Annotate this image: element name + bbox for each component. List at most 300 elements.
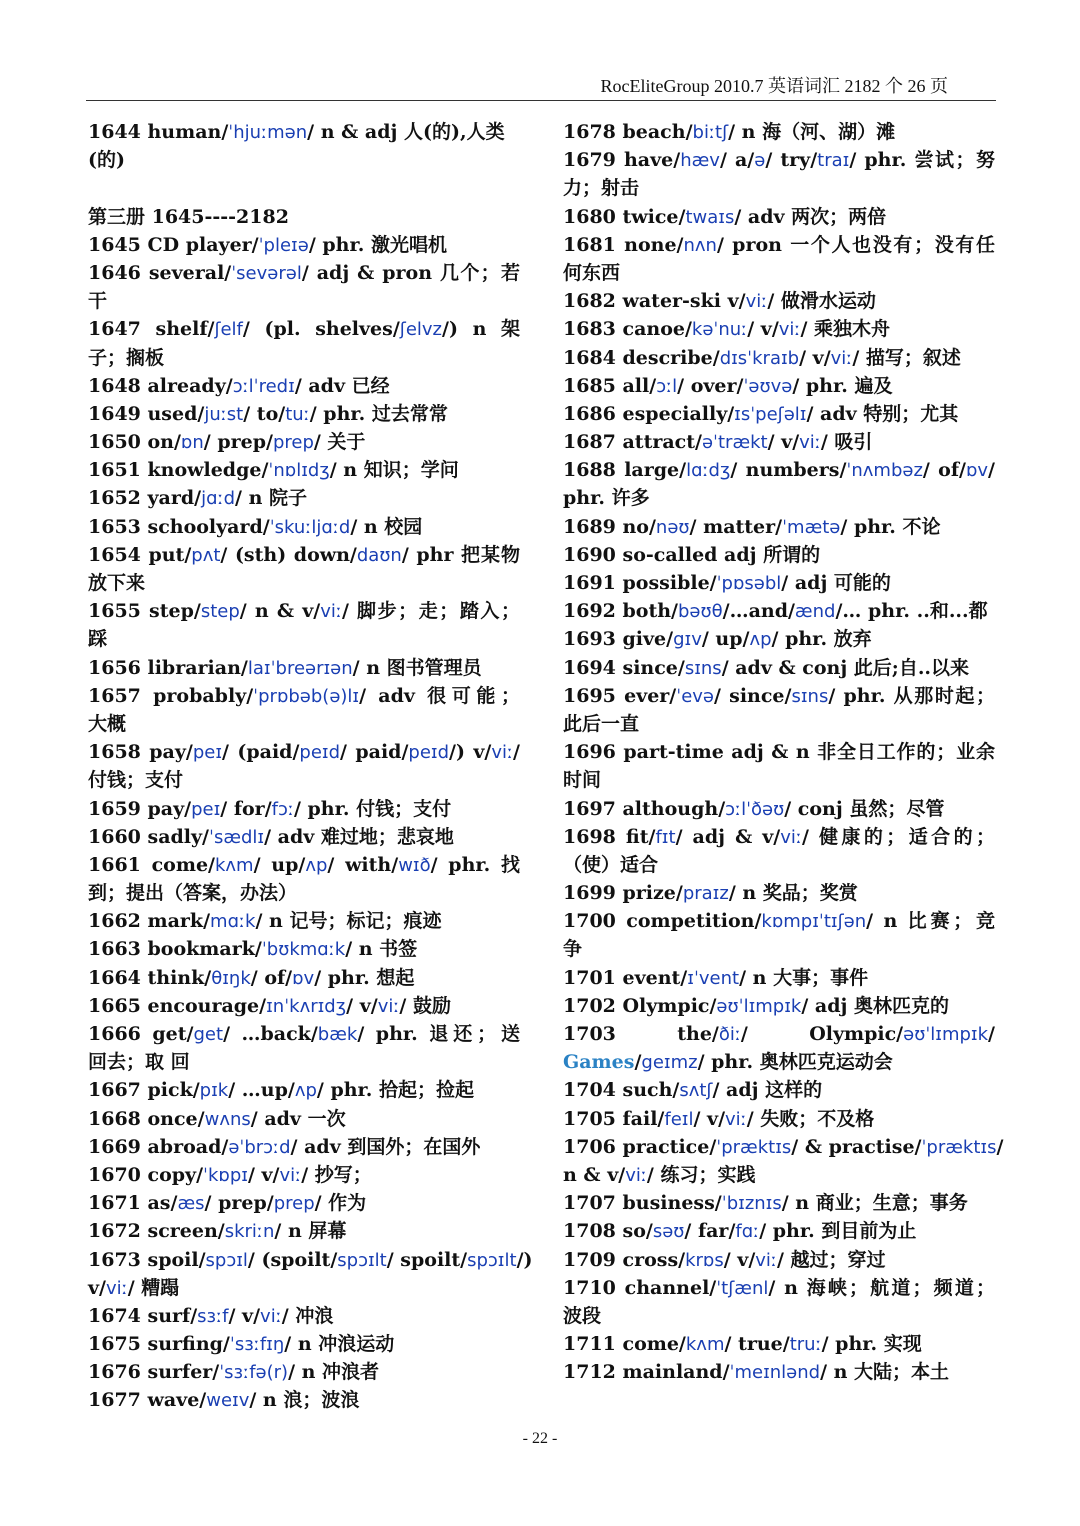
entry-text: / [634, 1051, 642, 1074]
entry-text: / 健康的；适合的； [801, 825, 996, 848]
phonetic: nəʊ [655, 516, 690, 538]
entry-text: 1691 possible/ [563, 572, 717, 594]
phonetic: geɪmz [641, 1052, 698, 1074]
vocab-line [88, 1189, 520, 1217]
vocab-line [563, 597, 995, 625]
entry-text: 大概 [88, 712, 127, 735]
entry-text: / phr. 尝试；努 [849, 149, 995, 172]
phonetic: ˈnʌmbəz [846, 460, 923, 482]
entry-text: / adj 这样的 [712, 1079, 823, 1102]
entry-text: 1690 so-called adj 所谓的 [563, 543, 821, 566]
entry-text: /… phr. ..和...都 [835, 600, 988, 623]
vocab-line [88, 203, 520, 231]
entry-text: / n 大陆；本土 [820, 1361, 950, 1384]
entry-text: / n 海峡；航道；频道； [768, 1276, 995, 1299]
vocab-line [563, 1105, 995, 1133]
vocab-line [88, 1274, 520, 1302]
vocab-line [88, 625, 520, 653]
phonetic: viː [491, 742, 514, 764]
phonetic: ˈbʊkmɑːk [261, 939, 346, 961]
entry-text: / phr. 到目前为止 [759, 1220, 917, 1243]
entry-text: / 失败；不及格 [746, 1107, 875, 1130]
entry-text: / n 知识；学问 [329, 459, 459, 482]
entry-text: / n 图书管理员 [352, 656, 482, 679]
vocab-line [563, 344, 995, 372]
entry-text: / 练习；实践 [646, 1163, 756, 1186]
entry-text: / phr. 过去常常 [309, 402, 448, 425]
entry-text: 干 [88, 290, 108, 313]
vocab-line [88, 372, 520, 400]
entry-text: / v/ [247, 1163, 280, 1186]
phonetic: peɪ [191, 798, 221, 820]
phonetic: daʊn [356, 544, 402, 566]
vocab-line [88, 1105, 520, 1133]
entry-text: 1671 as/ [88, 1192, 178, 1215]
vocab-line [563, 174, 995, 202]
entry-text: 1673 spoil/ [88, 1248, 206, 1271]
entry-text: 1658 pay/ [88, 741, 193, 764]
entry-text: / phr 把某物 [401, 543, 520, 566]
phonetic: praɪz [682, 883, 729, 905]
phonetic: kʌm [685, 1334, 725, 1356]
entry-text: / 关于 [313, 431, 366, 454]
entry-text: 1695 ever/ [563, 684, 677, 707]
vocab-line [88, 710, 520, 738]
entry-text: 1679 have/ [563, 149, 681, 172]
vocab-line [563, 541, 995, 569]
vocab-line [563, 1048, 995, 1076]
vocab-line [88, 738, 520, 766]
entry-text: / try/ [765, 149, 818, 172]
vocab-line [88, 174, 520, 202]
phonetic: ʃelvz [399, 319, 443, 341]
phonetic: ɔːl [656, 375, 678, 397]
vocab-line [88, 513, 520, 541]
vocab-line [88, 682, 520, 710]
entry-text: / n 记号；标记；痕迹 [255, 910, 442, 933]
entry-text: 1669 abroad/ [88, 1135, 229, 1158]
phonetic: əʊˈlɪmpɪk [716, 995, 802, 1017]
vocab-line [563, 400, 995, 428]
entry-text: / 鼓励 [399, 994, 451, 1017]
vocab-line [563, 907, 995, 935]
entry-text: / phr. 遍及 [792, 374, 893, 397]
entry-text: / v/ [228, 1304, 261, 1327]
vocab-line [88, 823, 520, 851]
vocab-line [563, 935, 995, 963]
phonetic: sʌtʃ [679, 1080, 713, 1102]
phonetic: ˈnɒlɪdʒ [268, 460, 330, 482]
phonetic: kəˈnuː [691, 319, 748, 341]
entry-text: 1683 canoe/ [563, 318, 692, 341]
entry-text: 1700 competition/ [563, 910, 762, 933]
entry-text: 1697 although/ [563, 797, 726, 820]
vocab-line [563, 879, 995, 907]
vocab-line [563, 1330, 995, 1358]
phonetic: spɔɪlt [337, 1249, 387, 1271]
entry-text: / n 大事；事件 [739, 966, 869, 989]
vocab-line [88, 1246, 533, 1274]
phonetic: ˈprɒbəb(ə)lɪ [253, 685, 360, 707]
entry-text: 1676 surfer/ [88, 1361, 220, 1384]
vocab-line [563, 992, 995, 1020]
phonetic: θɪŋk [211, 967, 251, 989]
phonetic: kʌm [214, 854, 254, 876]
phonetic: krɒs [685, 1249, 724, 1271]
vocab-line [563, 738, 995, 766]
vocab-line [88, 400, 520, 428]
entry-text: 1701 event/ [563, 966, 688, 989]
entry-text: （使）适合 [563, 853, 659, 876]
phonetic: viː [799, 432, 821, 454]
entry-text: 时间 [563, 769, 602, 792]
entry-text: 1685 all/ [563, 374, 657, 397]
vocab-line [563, 428, 995, 456]
entry-text: / prep/ [203, 431, 273, 454]
vocab-line [88, 231, 520, 259]
entry-text: / up/ [253, 853, 306, 876]
vocab-line [563, 259, 995, 287]
vocab-line [563, 851, 995, 879]
entry-text: 1707 business/ [563, 1192, 722, 1215]
entry-text: 1698 fit/ [563, 825, 656, 848]
entry-text: 1648 already/ [88, 374, 233, 397]
vocab-line [88, 315, 520, 343]
entry-text: 1653 schoolyard/ [88, 515, 270, 538]
entry-text: / 冲浪 [281, 1304, 334, 1327]
entry-text: 1660 sadly/ [88, 825, 209, 848]
entry-text: / of/ [922, 459, 966, 482]
phonetic: step [200, 601, 240, 623]
entry-text: / since/ [714, 684, 792, 707]
entry-text: / 抄写； [301, 1163, 372, 1186]
phonetic: ðiː [718, 1024, 741, 1045]
vocab-line [563, 625, 995, 653]
entry-text: / phr. 放弃 [771, 628, 872, 651]
phonetic: viː [105, 1277, 128, 1299]
entry-text: / n 商业；生意；事务 [781, 1192, 968, 1215]
entry-text: / a/ [719, 149, 755, 172]
vocab-line [88, 1217, 520, 1245]
entry-text: n & v/ [563, 1163, 626, 1186]
entry-text: 1702 Olympic/ [563, 994, 717, 1017]
phonetic: ʌp [305, 854, 328, 876]
entry-text: / adv & conj 此后;自..以来 [721, 656, 970, 679]
phonetic: weɪv [206, 1390, 250, 1412]
vocab-line [88, 597, 520, 625]
vocab-line [563, 569, 995, 597]
phonetic: viː [755, 1249, 777, 1271]
entry-text: / adj 可能的 [781, 572, 891, 594]
entry-text: / & practise/ [791, 1135, 922, 1158]
vocab-line [88, 851, 520, 879]
entry-text: / up/ [701, 628, 750, 651]
entry-text: 到；提出（答案，办法） [88, 882, 298, 905]
entry-text: 1688 large/ [563, 459, 687, 482]
phonetic: jɑːd [201, 488, 236, 510]
phonetic: spɔɪl [205, 1249, 248, 1271]
entry-text: 1712 mainland/ [563, 1361, 730, 1384]
phonetic: əˈbrɔːd [228, 1136, 291, 1158]
phonetic: ˈmeɪnlənd [729, 1362, 821, 1384]
entry-text: 1668 once/ [88, 1107, 205, 1130]
vocab-line [88, 879, 520, 907]
entry-text: 1656 librarian/ [88, 656, 248, 679]
entry-text: / adj & pron 几个；若 [301, 261, 521, 284]
entry-text: / phr. 实现 [821, 1333, 922, 1356]
entry-text: / adv 到国外；在国外 [290, 1135, 481, 1158]
phonetic: ɒn [180, 432, 204, 454]
phonetic: ˈsɜːfɪŋ [229, 1334, 285, 1356]
entry-text: 1659 pay/ [88, 797, 192, 820]
entry-text: / adv 难过地；悲哀地 [264, 825, 454, 848]
entry-text: / n 海（河、湖）滩 [728, 121, 896, 143]
phonetic: prep [273, 1193, 315, 1215]
entry-text: / adv 已经 [294, 374, 390, 397]
entry-text: 1675 surfing/ [88, 1333, 230, 1356]
entry-text: 1649 used/ [88, 402, 205, 425]
phonetic: ˈpɒsəbl [716, 573, 782, 594]
phonetic: fɑː [735, 1221, 760, 1243]
vocab-line [563, 710, 995, 738]
phonetic: juːst [204, 403, 244, 425]
entry-text: / n 奖品；奖赏 [728, 882, 858, 905]
entry-text: / numbers/ [730, 459, 847, 482]
phonetic: ɒv [965, 460, 989, 482]
vocab-line [88, 1133, 520, 1161]
phonetic: get [193, 1024, 224, 1045]
vocab-line [563, 1246, 995, 1274]
entry-text: / [988, 1023, 995, 1045]
vocab-line [563, 513, 995, 541]
entry-text: / (paid/ [222, 741, 300, 764]
entry-text: 1705 fail/ [563, 1107, 665, 1130]
vocab-line [563, 1076, 995, 1104]
vocab-line [563, 287, 995, 315]
phonetic: sɪns [684, 657, 722, 679]
entry-text: 1654 put/ [88, 543, 192, 566]
entry-text: 第三册 1645----2182 [88, 205, 289, 228]
entry-text: 1645 CD player/ [88, 233, 259, 256]
entry-text: / [988, 459, 995, 482]
vocab-line [563, 1189, 995, 1217]
entry-text: / n 书签 [345, 938, 418, 961]
entry-text: / phr. 奥林匹克运动会 [697, 1051, 893, 1074]
phonetic: ʌp [294, 1080, 317, 1102]
entry-text: / adj 奥林匹克的 [801, 994, 949, 1017]
entry-text: 回去；取 回 [88, 1051, 190, 1074]
phonetic: ˈkɒpɪ [203, 1164, 248, 1186]
vocab-line [88, 118, 520, 146]
vocab-line [563, 372, 995, 400]
phonetic: peɪ [192, 742, 223, 764]
phonetic: fɪt [655, 826, 676, 848]
entry-text: 1672 screen/ [88, 1220, 225, 1243]
vocab-line [563, 315, 995, 343]
entry-text: /) n 架 [442, 318, 520, 341]
entry-text: 波段 [563, 1304, 602, 1327]
entry-text: 1708 so/ [563, 1220, 653, 1243]
phonetic: pɪk [199, 1080, 229, 1102]
vocab-line [563, 654, 995, 682]
phonetic: truː [789, 1334, 822, 1356]
entry-text: 1703 the/ [563, 1023, 719, 1045]
vocab-line [563, 1302, 995, 1330]
phonetic: ɪsˈpeʃəlɪ [734, 403, 807, 425]
phonetic: ˈevə [676, 685, 714, 707]
entry-text: / far/ [684, 1220, 736, 1243]
entry-text: phr. 许多 [563, 487, 650, 510]
entry-text: / v/ [799, 346, 831, 369]
phonetic: viː [279, 1164, 302, 1186]
entry-text: 1678 beach/ [563, 121, 693, 143]
entry-text: / phr. 不论 [840, 515, 941, 538]
vocab-line [88, 907, 520, 935]
entry-text: 1644 human/ [88, 121, 229, 143]
entry-text: 1657 probably/ [88, 684, 254, 707]
entry-text: 1677 wave/ [88, 1389, 207, 1412]
entry-text: 1682 water-ski v/ [563, 290, 746, 313]
entry-text: / prep/ [204, 1192, 274, 1215]
entry-text: / phr. 付钱；支付 [293, 797, 452, 820]
vocab-line [563, 1217, 995, 1245]
phonetic: dɪsˈkraɪb [719, 347, 800, 369]
entry-text: / matter/ [689, 515, 783, 538]
entry-text: / n & adj 人(的),人类 [307, 121, 505, 143]
vocab-line [88, 146, 520, 174]
phonetic: nʌn [683, 234, 717, 256]
phonetic: əʊˈlɪmpɪk [903, 1024, 989, 1045]
phonetic: viː [377, 995, 400, 1017]
entry-text: 1661 come/ [88, 853, 215, 876]
vocab-line [563, 1358, 995, 1386]
phonetic: bəʊθ [677, 601, 723, 623]
entry-text: / n 校园 [350, 515, 423, 538]
entry-text: / phr. 拾起；捡起 [316, 1079, 475, 1102]
entry-text: / adv 一次 [250, 1107, 346, 1130]
entry-text: 1711 come/ [563, 1333, 686, 1356]
entry-text: / n 冲浪者 [288, 1361, 380, 1384]
entry-text: / spoilt/ [386, 1248, 468, 1271]
phonetic: ˈskuːljɑːd [269, 516, 351, 538]
vocab-line [88, 484, 520, 512]
vocab-line [88, 964, 520, 992]
phonetic: ɒv [292, 967, 315, 989]
phonetic: viː [780, 826, 802, 848]
entry-text: /…and/ [722, 600, 795, 623]
vocab-line [88, 992, 520, 1020]
entry-text: / adv 特别；尤其 [806, 402, 959, 425]
phonetic: viː [260, 1305, 282, 1327]
entry-text: 1646 several/ [88, 261, 232, 284]
entry-text: / Olympic/ [740, 1023, 904, 1045]
entry-text: / adj & v/ [675, 825, 781, 848]
phonetic: peɪd [408, 742, 450, 764]
vocab-line [88, 1302, 520, 1330]
entry-text: 1704 such/ [563, 1079, 680, 1102]
entry-text: / 糟蹋 [127, 1276, 180, 1299]
entry-text: / n 院子 [235, 487, 307, 510]
phonetic: ˈpræktɪs [921, 1136, 997, 1158]
entry-text: 1650 on/ [88, 431, 181, 454]
vocab-line [563, 484, 995, 512]
phonetic: hæv [680, 150, 720, 172]
phonetic: tuː [285, 403, 310, 425]
entry-text: / (pl. shelves/ [242, 318, 400, 341]
entry-text: 1651 knowledge/ [88, 459, 269, 482]
vocab-line [88, 654, 520, 682]
entry-text: / 越过；穿过 [777, 1248, 886, 1271]
entry-text: 1692 both/ [563, 600, 678, 623]
entry-text: 1686 especially/ [563, 402, 735, 425]
entry-text: / 作为 [314, 1192, 367, 1215]
right-column [563, 118, 1004, 1386]
entry-text: / over/ [677, 374, 744, 397]
entry-text: 1667 pick/ [88, 1079, 200, 1102]
vocab-line [88, 456, 520, 484]
vocab-line [563, 231, 995, 259]
phonetic: səʊ [652, 1221, 685, 1243]
entry-text: / v/ [693, 1107, 726, 1130]
vocab-line [563, 203, 995, 231]
entry-text: / for/ [220, 797, 272, 820]
phonetic: traɪ [817, 150, 850, 172]
entry-text: / pron 一个人也没有；没有任 [716, 233, 996, 256]
phonetic: viː [320, 601, 342, 623]
entry-text: 1693 give/ [563, 628, 674, 651]
entry-text: 1647 shelf/ [88, 318, 215, 341]
vocab-line [563, 146, 995, 174]
entry-text: / [996, 1135, 1004, 1158]
entry-text: / with/ [327, 853, 399, 876]
phonetic: mɑːk [210, 911, 256, 933]
vocab-line [88, 1048, 520, 1076]
entry-text: 1664 think/ [88, 966, 212, 989]
entry-text: / n 冲浪运动 [284, 1333, 395, 1356]
phonetic: ˈpleɪə [258, 234, 309, 256]
entry-text: 1696 part-time adj & n 非全日工作的；业余 [563, 741, 995, 764]
entry-text: 1670 copy/ [88, 1163, 204, 1186]
phonetic: skriːn [224, 1221, 275, 1243]
entry-text: 1684 describe/ [563, 346, 720, 369]
entry-text: 此后一直 [563, 712, 640, 735]
entry-text: 1665 encourage/ [88, 994, 267, 1017]
entry-text: v/ [88, 1276, 106, 1299]
entry-text: / phr. 从那时起； [828, 684, 995, 707]
entry-text: / …up/ [228, 1079, 295, 1102]
entry-text: 何东西 [563, 261, 621, 284]
phonetic: ɔːlˈredɪ [232, 375, 295, 397]
phonetic: kɒmpɪˈtɪʃən [761, 911, 867, 933]
entry-text: / n & v/ [239, 600, 321, 623]
entry-text: / phr. 想起 [314, 966, 415, 989]
phonetic: lɑːdʒ [686, 460, 731, 482]
entry-text: Games [563, 1051, 635, 1074]
entry-text: / n 浪；波浪 [249, 1389, 360, 1412]
phonetic: gɪv [673, 629, 702, 651]
entry-text: /) v/ [449, 741, 492, 764]
phonetic: sɪns [791, 685, 829, 707]
phonetic: ˈəʊvə [743, 375, 793, 397]
entry-text: 1655 step/ [88, 600, 201, 623]
phonetic: spɔɪlt [467, 1249, 517, 1271]
vocab-line [88, 1330, 520, 1358]
phonetic: ˈmætə [782, 516, 841, 538]
phonetic: sɜːf [197, 1305, 229, 1327]
entry-text: 1710 channel/ [563, 1276, 717, 1299]
phonetic: ˈbɪznɪs [721, 1193, 782, 1215]
entry-text: 子；搁板 [88, 346, 165, 369]
